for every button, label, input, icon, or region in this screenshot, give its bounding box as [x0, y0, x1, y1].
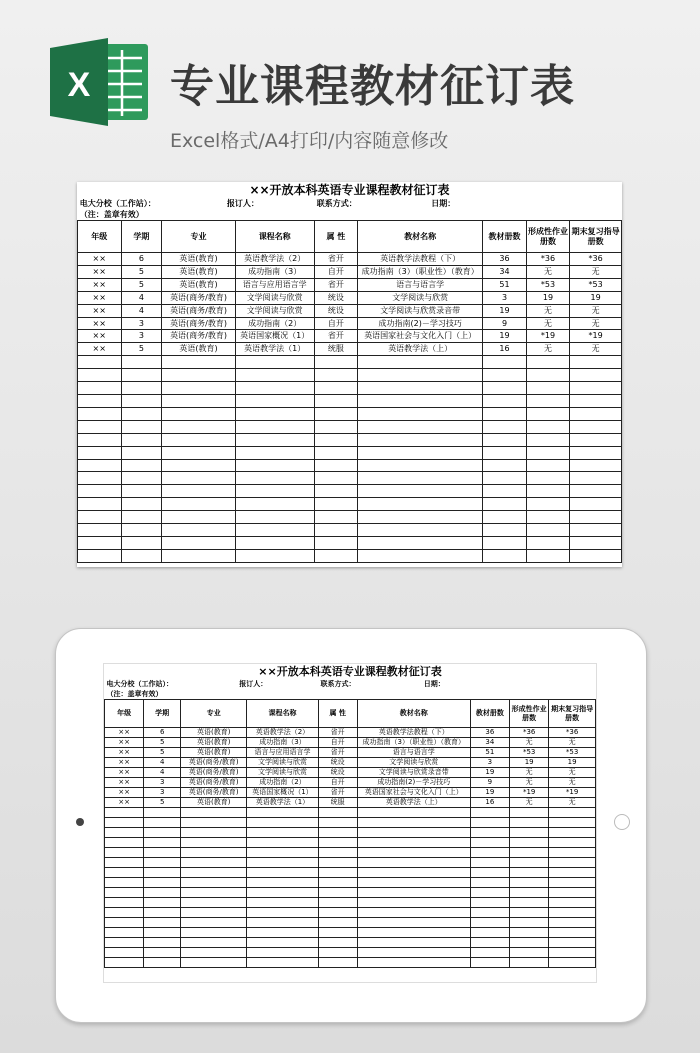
- table-row: [105, 738, 596, 748]
- table-cell: 3: [144, 778, 181, 788]
- info-contact: 联系方式：: [320, 680, 356, 688]
- table-cell: ××: [105, 728, 144, 738]
- table-cell: 英语(商务/教育): [181, 788, 247, 798]
- info-note: （注：盖章有效）: [106, 690, 163, 698]
- table-cell: 英语国家概况（1）: [235, 330, 314, 343]
- table-cell: 英语(商务/教育): [181, 758, 247, 768]
- empty-row: [78, 459, 622, 472]
- table-cell: 无: [549, 798, 596, 808]
- table-cell: *36: [510, 728, 549, 738]
- table-cell: 自开: [314, 317, 358, 330]
- table-cell: 文学阅读与欣赏录音带: [357, 768, 470, 778]
- empty-row: [105, 888, 596, 898]
- table-cell: *53: [549, 748, 596, 758]
- table-cell: 统设: [314, 304, 358, 317]
- table-cell: 统服: [314, 343, 358, 356]
- table-cell: 统设: [314, 291, 358, 304]
- empty-row: [105, 938, 596, 948]
- empty-row: [105, 848, 596, 858]
- table-cell: 无: [526, 343, 570, 356]
- table-cell: ××: [105, 758, 144, 768]
- empty-row: [78, 485, 622, 498]
- table-cell: 无: [570, 343, 622, 356]
- table-cell: 英语教学法（上）: [358, 343, 483, 356]
- table-cell: 英语(教育): [181, 738, 247, 748]
- table-cell: 成功指南（3）: [235, 265, 314, 278]
- table-row: [78, 317, 622, 330]
- table-cell: 英语教学法教程（下）: [358, 253, 483, 266]
- table-cell: 3: [470, 758, 509, 768]
- spreadsheet-preview: [77, 182, 622, 567]
- table-cell: ××: [78, 317, 122, 330]
- table-cell: 16: [483, 343, 527, 356]
- empty-row: [78, 420, 622, 433]
- table-cell: 无: [510, 768, 549, 778]
- table-cell: 英语(商务/教育): [162, 330, 235, 343]
- table-cell: 成功指南(2)－学习技巧: [358, 317, 483, 330]
- column-header: 课程名称: [235, 221, 314, 253]
- table-cell: 文学阅读与欣赏: [235, 291, 314, 304]
- page-subtitle: Excel格式/A4打印/内容随意修改: [170, 130, 449, 152]
- info-date: 日期：: [423, 680, 445, 688]
- table-cell: ××: [78, 253, 122, 266]
- table-cell: 省开: [314, 253, 358, 266]
- column-header: 专业: [162, 221, 235, 253]
- column-header: 期末复习指导册数: [570, 221, 622, 253]
- table-cell: 统设: [318, 768, 357, 778]
- table-cell: ××: [105, 738, 144, 748]
- empty-row: [78, 369, 622, 382]
- table-cell: 无: [526, 265, 570, 278]
- empty-row: [105, 928, 596, 938]
- table-cell: 文学阅读与欣赏: [235, 304, 314, 317]
- table-cell: 英语国家社会与文化入门（上）: [358, 330, 483, 343]
- table-header-row: [105, 700, 596, 728]
- table-cell: 文学阅读与欣赏: [358, 291, 483, 304]
- empty-row: [78, 382, 622, 395]
- excel-icon: [50, 38, 150, 126]
- page-title: 专业课程教材征订表: [170, 61, 575, 112]
- column-header: 教材名称: [357, 700, 470, 728]
- table-row: [105, 748, 596, 758]
- table-cell: *36: [570, 253, 622, 266]
- column-header: 年级: [78, 221, 122, 253]
- table-cell: 51: [470, 748, 509, 758]
- table-cell: ××: [105, 768, 144, 778]
- tablet-camera: [76, 818, 84, 826]
- table-cell: 英语(商务/教育): [181, 768, 247, 778]
- table-cell: 5: [121, 278, 162, 291]
- table-cell: 19: [510, 758, 549, 768]
- table-cell: *36: [549, 728, 596, 738]
- table-cell: 6: [144, 728, 181, 738]
- table-cell: 9: [483, 317, 527, 330]
- table-row: [78, 265, 622, 278]
- table-cell: 统服: [318, 798, 357, 808]
- table-cell: 文学阅读与欣赏: [247, 768, 318, 778]
- table-cell: 3: [121, 330, 162, 343]
- table-cell: 英语教学法（2）: [235, 253, 314, 266]
- table-cell: 19: [483, 330, 527, 343]
- empty-row: [78, 511, 622, 524]
- column-header: 学期: [121, 221, 162, 253]
- empty-row: [105, 838, 596, 848]
- table-cell: 省开: [318, 748, 357, 758]
- empty-row: [78, 446, 622, 459]
- table-cell: 19: [470, 788, 509, 798]
- table-cell: 5: [121, 265, 162, 278]
- table-cell: 英语(教育): [162, 278, 235, 291]
- empty-row: [105, 868, 596, 878]
- table-cell: ××: [105, 788, 144, 798]
- table-row: [105, 798, 596, 808]
- table-cell: 成功指南（2）: [247, 778, 318, 788]
- empty-row: [78, 549, 622, 562]
- empty-row: [105, 808, 596, 818]
- column-header: 教材册数: [470, 700, 509, 728]
- empty-row: [105, 908, 596, 918]
- table-cell: 省开: [314, 278, 358, 291]
- table-cell: 无: [570, 317, 622, 330]
- sheet-title: ××开放本科英语专业课程教材征订表: [258, 665, 442, 678]
- table-cell: *19: [549, 788, 596, 798]
- table-row: [105, 728, 596, 738]
- column-header: 形成性作业册数: [526, 221, 570, 253]
- column-header: 课程名称: [247, 700, 318, 728]
- table-row: [78, 330, 622, 343]
- table-cell: 成功指南（3）: [247, 738, 318, 748]
- table-row: [105, 778, 596, 788]
- table-header-row: [78, 221, 622, 253]
- table-row: [78, 343, 622, 356]
- table-cell: 9: [470, 778, 509, 788]
- order-table: [104, 699, 596, 968]
- table-cell: 英语(教育): [181, 748, 247, 758]
- empty-row: [105, 878, 596, 888]
- table-cell: 语言与语言学: [358, 278, 483, 291]
- table-cell: ××: [78, 343, 122, 356]
- info-date: 日期：: [431, 199, 456, 208]
- table-cell: *19: [526, 330, 570, 343]
- empty-row: [78, 356, 622, 369]
- empty-row: [105, 948, 596, 958]
- table-cell: 无: [570, 265, 622, 278]
- empty-row: [78, 472, 622, 485]
- column-header: 学期: [144, 700, 181, 728]
- table-cell: ××: [78, 304, 122, 317]
- table-cell: ××: [78, 330, 122, 343]
- table-cell: 5: [121, 343, 162, 356]
- table-row: [78, 278, 622, 291]
- table-cell: 无: [526, 317, 570, 330]
- table-cell: 34: [470, 738, 509, 748]
- table-row: [78, 253, 622, 266]
- table-cell: 英语国家社会与文化入门（上）: [357, 788, 470, 798]
- table-cell: 19: [570, 291, 622, 304]
- column-header: 期末复习指导册数: [549, 700, 596, 728]
- table-cell: 英语教学法（上）: [357, 798, 470, 808]
- empty-row: [105, 958, 596, 968]
- table-cell: 英语教学法（2）: [247, 728, 318, 738]
- empty-row: [105, 898, 596, 908]
- table-cell: 4: [121, 291, 162, 304]
- empty-row: [78, 433, 622, 446]
- table-cell: 36: [483, 253, 527, 266]
- table-cell: 自开: [318, 778, 357, 788]
- table-cell: 19: [483, 304, 527, 317]
- table-cell: 5: [144, 748, 181, 758]
- table-cell: 无: [549, 768, 596, 778]
- table-cell: 文学阅读与欣赏: [247, 758, 318, 768]
- table-cell: 语言与语言学: [357, 748, 470, 758]
- table-cell: 英语(商务/教育): [162, 304, 235, 317]
- column-header: 教材册数: [483, 221, 527, 253]
- table-cell: 无: [526, 304, 570, 317]
- table-cell: 36: [470, 728, 509, 738]
- table-cell: 4: [144, 758, 181, 768]
- table-cell: *53: [526, 278, 570, 291]
- table-cell: 英语(教育): [162, 265, 235, 278]
- table-cell: 无: [549, 778, 596, 788]
- table-cell: 4: [144, 768, 181, 778]
- table-cell: 自开: [314, 265, 358, 278]
- tablet-home-button: [614, 814, 630, 830]
- table-cell: 英语国家概况（1）: [247, 788, 318, 798]
- info-branch: 电大分校（工作站）：: [79, 199, 156, 208]
- table-cell: 语言与应用语言学: [235, 278, 314, 291]
- table-cell: 英语(商务/教育): [181, 778, 247, 788]
- table-cell: 英语教学法教程（下）: [357, 728, 470, 738]
- table-cell: 无: [510, 738, 549, 748]
- table-cell: *19: [570, 330, 622, 343]
- column-header: 年级: [105, 700, 144, 728]
- table-cell: 5: [144, 798, 181, 808]
- table-cell: ××: [105, 778, 144, 788]
- table-cell: 语言与应用语言学: [247, 748, 318, 758]
- table-cell: 英语(教育): [181, 798, 247, 808]
- table-cell: 文学阅读与欣赏录音带: [358, 304, 483, 317]
- table-row: [105, 788, 596, 798]
- table-cell: 英语(教育): [181, 728, 247, 738]
- table-cell: ××: [105, 748, 144, 758]
- table-cell: 英语(商务/教育): [162, 317, 235, 330]
- table-cell: *19: [510, 788, 549, 798]
- info-orderer: 报订人：: [226, 199, 259, 208]
- table-cell: 51: [483, 278, 527, 291]
- empty-row: [105, 828, 596, 838]
- empty-row: [78, 407, 622, 420]
- column-header: 属 性: [314, 221, 358, 253]
- table-cell: *36: [526, 253, 570, 266]
- empty-row: [105, 818, 596, 828]
- info-contact: 联系方式：: [316, 199, 357, 208]
- table-row: [105, 768, 596, 778]
- table-cell: 成功指南（3）（职业性）（教育）: [358, 265, 483, 278]
- table-cell: 4: [121, 304, 162, 317]
- table-cell: *53: [510, 748, 549, 758]
- table-cell: ××: [105, 798, 144, 808]
- table-cell: 省开: [318, 788, 357, 798]
- empty-row: [78, 536, 622, 549]
- table-cell: 19: [470, 768, 509, 778]
- empty-row: [105, 918, 596, 928]
- table-cell: 省开: [318, 728, 357, 738]
- sheet-info-row: [104, 679, 596, 689]
- table-cell: 文学阅读与欣赏: [357, 758, 470, 768]
- table-cell: 统设: [318, 758, 357, 768]
- table-cell: 成功指南（3）（职业性）（教育）: [357, 738, 470, 748]
- empty-row: [78, 524, 622, 537]
- sheet-title: ××开放本科英语专业课程教材征订表: [249, 183, 450, 197]
- info-orderer: 报订人：: [239, 680, 268, 688]
- tablet-spreadsheet-preview: [103, 663, 597, 983]
- table-cell: 英语(教育): [162, 343, 235, 356]
- table-cell: 34: [483, 265, 527, 278]
- column-header: 专业: [181, 700, 247, 728]
- table-cell: ××: [78, 265, 122, 278]
- table-cell: 成功指南（2）: [235, 317, 314, 330]
- order-table: [77, 220, 622, 563]
- table-cell: 成功指南(2)－学习技巧: [357, 778, 470, 788]
- column-header: 教材名称: [358, 221, 483, 253]
- table-cell: 6: [121, 253, 162, 266]
- table-cell: ××: [78, 278, 122, 291]
- table-row: [78, 304, 622, 317]
- table-cell: 5: [144, 738, 181, 748]
- table-cell: 无: [510, 798, 549, 808]
- table-cell: 英语教学法（1）: [235, 343, 314, 356]
- info-note: （注：盖章有效）: [79, 210, 144, 219]
- logo-letter: X: [67, 66, 91, 104]
- empty-row: [105, 858, 596, 868]
- column-header: 形成性作业册数: [510, 700, 549, 728]
- empty-row: [78, 498, 622, 511]
- sheet-info-row: [77, 198, 622, 209]
- info-branch: 电大分校（工作站）：: [106, 680, 173, 688]
- table-cell: 英语(教育): [162, 253, 235, 266]
- table-cell: 无: [549, 738, 596, 748]
- table-cell: 省开: [314, 330, 358, 343]
- table-cell: *53: [570, 278, 622, 291]
- table-cell: 英语教学法（1）: [247, 798, 318, 808]
- table-cell: 19: [526, 291, 570, 304]
- table-row: [78, 291, 622, 304]
- table-row: [105, 758, 596, 768]
- table-cell: 3: [483, 291, 527, 304]
- table-cell: 无: [570, 304, 622, 317]
- table-cell: 3: [121, 317, 162, 330]
- table-cell: 无: [510, 778, 549, 788]
- table-cell: 3: [144, 788, 181, 798]
- table-cell: 19: [549, 758, 596, 768]
- column-header: 属 性: [318, 700, 357, 728]
- table-cell: ××: [78, 291, 122, 304]
- empty-row: [78, 394, 622, 407]
- table-cell: 英语(商务/教育): [162, 291, 235, 304]
- table-cell: 自开: [318, 738, 357, 748]
- table-cell: 16: [470, 798, 509, 808]
